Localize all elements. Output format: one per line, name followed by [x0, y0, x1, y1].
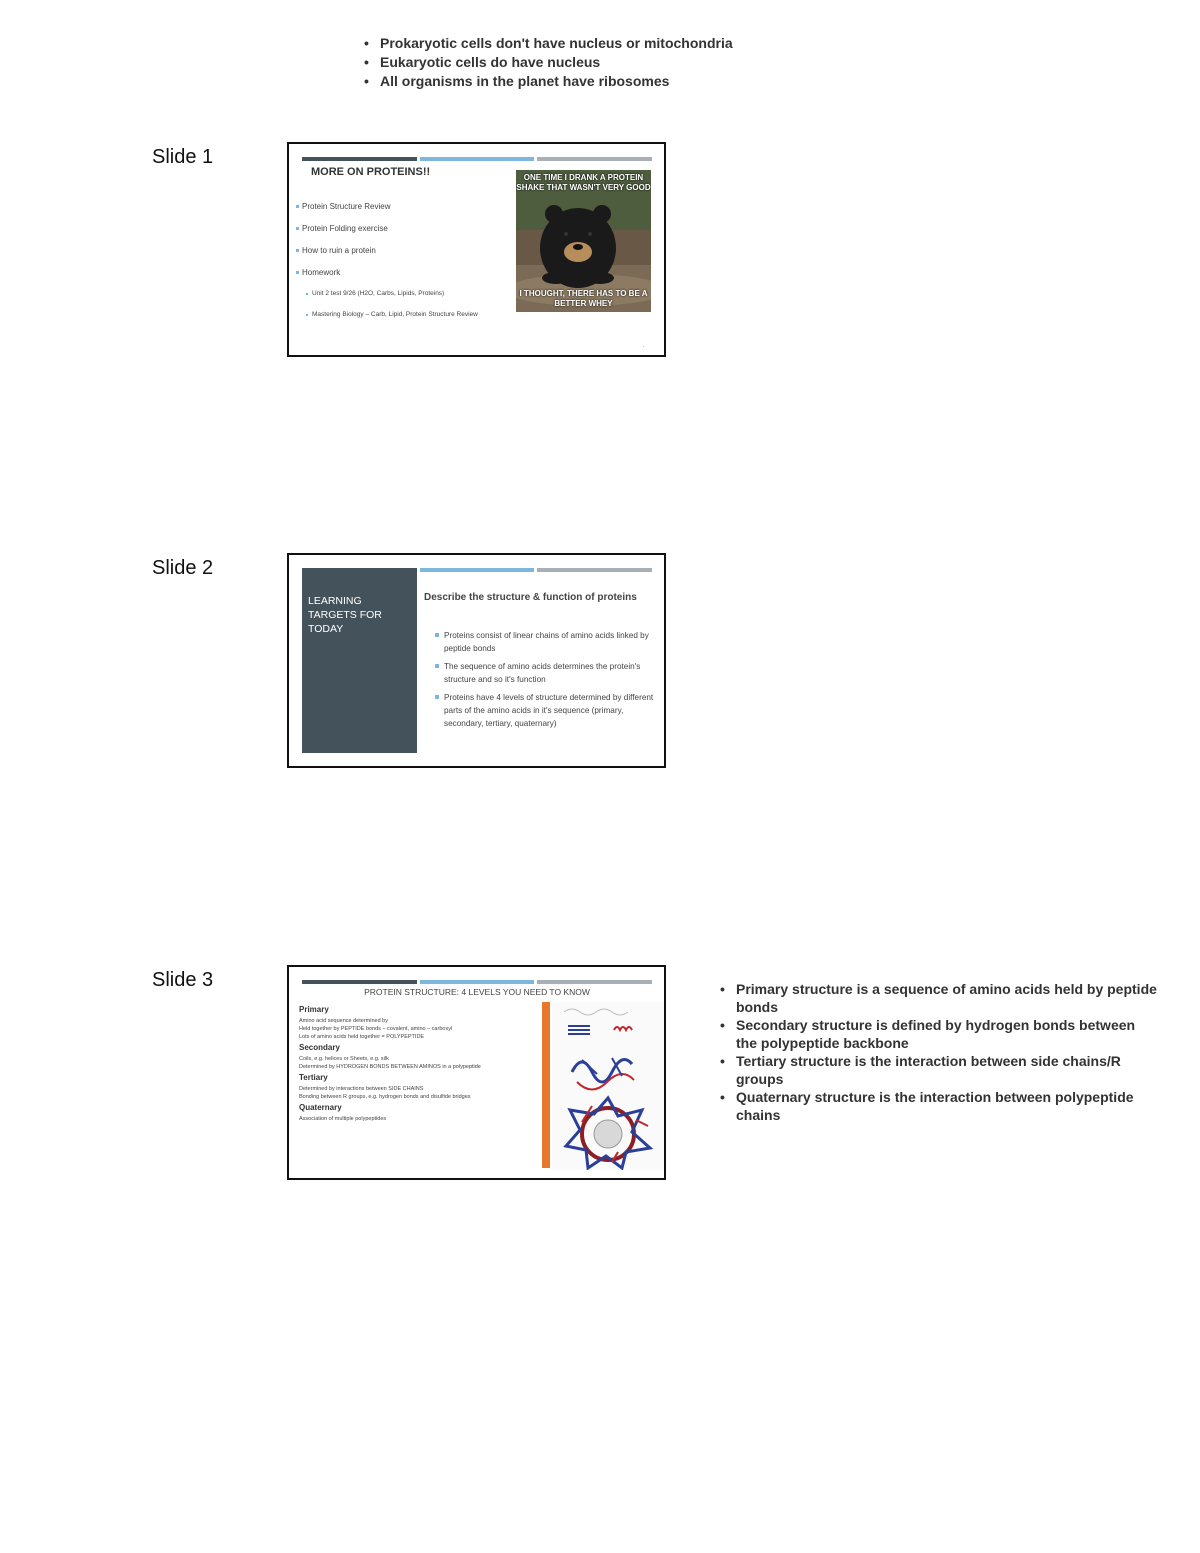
slide-1-bullet: Protein Structure Review	[295, 202, 510, 211]
structure-heading-secondary: Secondary	[299, 1043, 340, 1052]
intro-notes-list	[362, 34, 1002, 91]
structure-line: Determined by interactions between SIDE CHAINS	[299, 1086, 424, 1092]
slide-1-thumbnail[interactable]	[287, 142, 666, 357]
intro-note: • All organisms in the planet have ribosomes	[362, 72, 1002, 91]
structure-line: Lots of amino acids held together = POLYPEPTIDE	[299, 1034, 425, 1040]
slide-3-thumbnail[interactable]	[287, 965, 666, 1180]
structure-heading-quaternary: Quaternary	[299, 1103, 342, 1112]
slide-2-thumbnail[interactable]	[287, 553, 666, 768]
slide-2-bullet: The sequence of amino acids determines the protein's structure and so it's function	[434, 660, 654, 686]
slide-accent-bars	[302, 980, 652, 984]
slide-2-sidebar	[302, 568, 417, 753]
slide-3-note: • Secondary structure is defined by hydrogen bonds between the polypeptide backbone	[718, 1016, 1158, 1052]
structure-line: Coils, e.g. helices or Sheets, e.g. silk	[299, 1056, 389, 1062]
slide-1-bullet: Homework	[295, 268, 510, 277]
slide-3-label: Slide 3	[152, 969, 214, 991]
slide-1-sub-bullet: Unit 2 test 9/26 (H2O, Carbs, Lipids, Proteins)	[305, 290, 510, 297]
intro-note: • Prokaryotic cells don't have nucleus or mitochondria	[362, 34, 1002, 53]
slide-2-sidebar-title: LEARNING TARGETS FOR TODAY	[308, 595, 382, 635]
protein-levels-strip	[542, 1002, 550, 1168]
slide-2-bullet: Proteins have 4 levels of structure determined by different parts of the amino acids in it's sequence (primary, secondary, tertiary, quaternary)	[434, 691, 654, 730]
slide-3-text	[299, 1003, 534, 1123]
slide-number-mark: .	[642, 343, 644, 349]
slide-1-label: Slide 1	[152, 146, 214, 168]
structure-line: Association of multiple polypeptides	[299, 1116, 387, 1122]
slide-1-sub-bullet: Mastering Biology – Carb, Lipid, Protein Structure Review	[305, 311, 510, 318]
protein-structure-diagram	[552, 1002, 664, 1170]
meme-top-caption: ONE TIME I DRANK A PROTEIN SHAKE THAT WASN'T VERY GOOD	[516, 173, 651, 192]
structure-heading-tertiary: Tertiary	[299, 1073, 328, 1082]
slide-1-bullets	[295, 202, 510, 332]
slide-1-title: MORE ON PROTEINS!!	[311, 166, 431, 178]
meme-bottom-caption: I THOUGHT, THERE HAS TO BE A BETTER WHEY	[519, 289, 648, 308]
structure-line: Held together by PEPTIDE bonds – covalent, amino – carboxyl	[299, 1026, 453, 1032]
slide-3-note: • Primary structure is a sequence of amino acids held by peptide bonds	[718, 980, 1158, 1016]
slide-2-heading: Describe the structure & function of proteins	[424, 592, 637, 603]
slide-3-title: PROTEIN STRUCTURE: 4 LEVELS YOU NEED TO KNOW	[364, 987, 590, 997]
meme-bear-image	[516, 170, 651, 312]
slide-2-bullet: Proteins consist of linear chains of amino acids linked by peptide bonds	[434, 629, 654, 655]
intro-note: • Eukaryotic cells do have nucleus	[362, 53, 1002, 72]
structure-line: Amino acid sequence determined by	[299, 1018, 388, 1024]
slide-1-bullet: Protein Folding exercise	[295, 224, 510, 233]
structure-heading-primary: Primary	[299, 1005, 329, 1014]
slide-2-label: Slide 2	[152, 557, 214, 579]
slide-3-note: • Quaternary structure is the interaction between polypeptide chains	[718, 1088, 1158, 1124]
slide-1-bullet: How to ruin a protein	[295, 246, 510, 255]
slide-3-note: • Tertiary structure is the interaction between side chains/R groups	[718, 1052, 1158, 1088]
structure-line: Bonding between R groups, e.g. hydrogen bonds and disulfide bridges	[299, 1094, 471, 1100]
slide-2-bullets	[434, 629, 654, 735]
slide-3-notes-list	[718, 980, 1158, 1124]
structure-line: Determined by HYDROGEN BONDS BETWEEN AMINOS in a polypeptide	[299, 1064, 481, 1070]
slide-accent-bars	[302, 157, 652, 161]
